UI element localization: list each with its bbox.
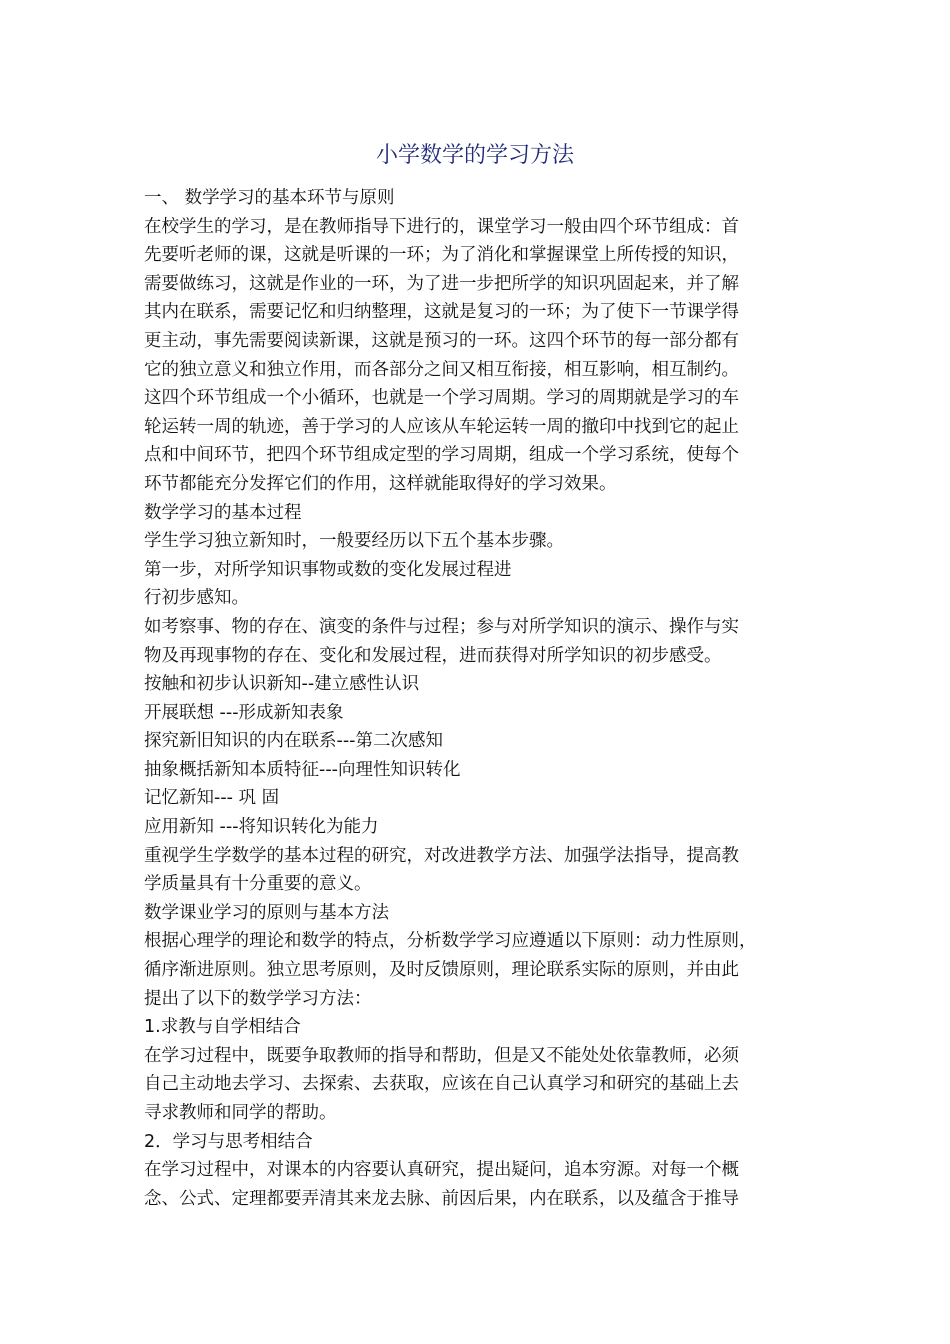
text-line: 自己主动地去学习、去探索、去获取，应该在自己认真学习和研究的基础上去 [144,1074,739,1095]
text-line: 在学习过程中，对课本的内容要认真研究，提出疑问，追本穷源。对每一个概 [144,1160,739,1181]
text-line: 轮运转一周的轨迹，善于学习的人应该从车轮运转一周的撤印中找到它的起止 [144,416,739,437]
text-line: 点和中间环节，把四个环节组成定型的学习周期，组成一个学习系统，使每个 [144,445,739,466]
text-line: 开展联想 ---形成新知表象 [144,702,344,723]
text-line: 第一步，对所学知识事物或数的变化发展过程进 [144,559,512,580]
document-title: 小学数学的学习方法 [375,143,574,168]
text-line: 按触和初步认识新知--建立感性认识 [144,674,420,695]
text-line: 学生学习独立新知时，一般要经历以下五个基本步骤。 [144,531,564,552]
text-line: 一、 数学学习的基本环节与原则 [144,188,395,208]
text-line: 需要做练习，这就是作业的一环，为了进一步把所学的知识巩固起来，并了解 [144,273,739,294]
text-line: 寻求教师和同学的帮助。 [144,1103,337,1123]
text-line: 根据心理学的理论和数学的特点，分析数学学习应遵遁以下原则：动力性原则， [144,931,757,952]
text-line: 行初步感知。 [144,588,249,609]
text-line: 循序渐进原则。独立思考原则，及时反馈原则，理论联系实际的原则，并由此 [144,960,739,981]
text-line: 这四个环节组成一个小循环，也就是一个学习周期。学习的周期就是学习的车 [144,388,739,409]
text-line: 应用新知 ---将知识转化为能力 [144,817,379,838]
text-line: 在校学生的学习，是在教师指导下进行的，课堂学习一般由四个环节组成：首 [144,216,739,237]
text-line: 学质量具有十分重要的意义。 [144,874,372,895]
text-line: 重视学生学数学的基本过程的研究，对改进教学方法、加强学法指导，提高教 [144,845,739,866]
text-line: 1.求教与自学相结合 [144,1017,301,1038]
text-line: 先要听老师的课，这就是听课的一环；为了消化和掌握课堂上所传授的知识， [144,245,739,266]
text-line: 如考察事、物的存在、演变的条件与过程；参与对所学知识的演示、操作与实 [144,616,739,637]
text-line: 念、公式、定理都要弄清其来龙去脉、前因后果，内在联系，以及蕴含于推导 [144,1188,739,1209]
text-line: 提出了以下的数学学习方法： [144,988,372,1009]
text-line: 记忆新知--- 巩 固 [144,788,280,809]
text-line: 抽象概括新知本质特征---向理性知识转化 [144,759,461,780]
text-line: 物及再现事物的存在、变化和发展过程，进而获得对所学知识的初步感受。 [144,645,722,666]
text-line: 数学课业学习的原则与基本方法 [144,902,389,923]
text-line: 在学习过程中，既要争取教师的指导和帮助，但是又不能处处依靠教师，必须 [144,1045,739,1066]
text-line: 其内在联系，需要记忆和归纳整理，这就是复习的一环；为了使下一节课学得 [144,302,739,323]
text-line: 数学学习的基本过程 [144,502,302,523]
document-body [144,184,810,1213]
text-line: 它的独立意义和独立作用，而各部分之间又相互衔接，相互影响，相互制约。 [144,359,739,380]
text-line: 探究新旧知识的内在联系---第二次感知 [144,731,443,752]
text-line: 环节都能充分发挥它们的作用，这样就能取得好的学习效果。 [144,473,617,494]
text-line: 更主动，事先需要阅读新课，这就是预习的一环。这四个环节的每一部分都有 [144,330,739,351]
text-line: 2．学习与思考相结合 [144,1131,313,1152]
